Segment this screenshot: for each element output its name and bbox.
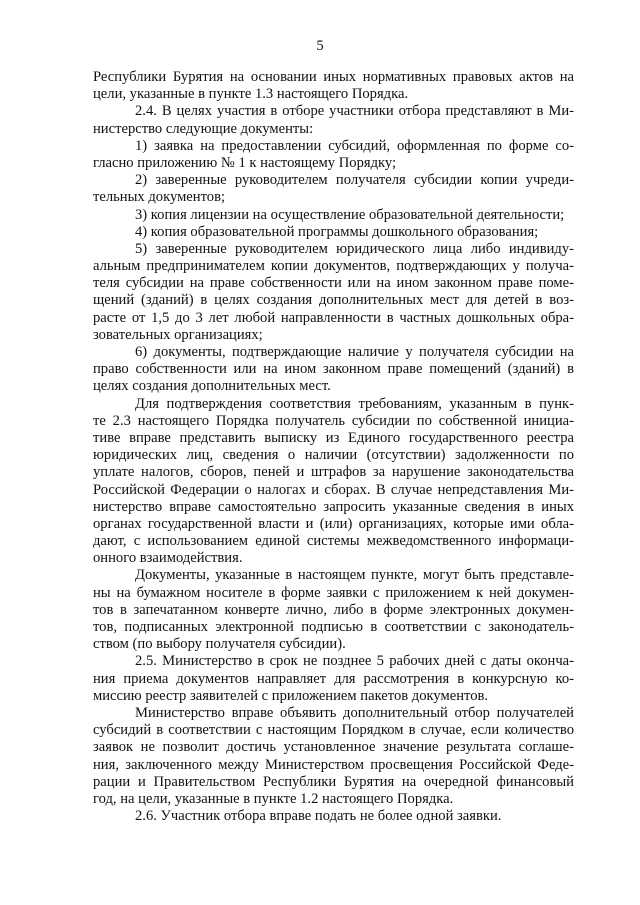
text-line: 3) копия лицензии на осуществление образовательной деятельности; — [135, 206, 565, 223]
paragraph — [93, 207, 574, 224]
text-line: те 2.3 настоящего Порядка получатель субсидии по собственной инициа- — [93, 412, 574, 429]
text-line: цели, указанные в пункте 1.3 настоящего Порядка. — [93, 86, 409, 103]
text-line: право собственности или на ином законном праве помещений (зданий) в — [93, 361, 574, 378]
text-line: год, на цели, указанные в пункте 1.2 настоящего Порядка. — [93, 790, 454, 807]
text-line: теля субсидии на праве собственности или на ином законном праве поме- — [93, 275, 574, 292]
paragraph — [93, 653, 574, 705]
paragraph — [93, 224, 574, 241]
text-line: ством (по выбору получателя субсидии). — [93, 636, 346, 653]
text-line: тельных документов; — [93, 189, 226, 206]
text-line: уплате налогов, сборов, пеней и штрафов за нарушение законодательства — [93, 464, 574, 481]
text-line: субсидий в соответствии с настоящим Порядком в случае, если количество — [93, 722, 574, 739]
text-line: юридических лиц, сведения о наличии (отсутствии) задолженности по — [93, 447, 574, 464]
text-line: Российской Федерации о налогах и сборах. В случае непредставления Ми- — [93, 481, 574, 498]
text-line: ны на бумажном носителе в форме заявки с приложением к ней докумен- — [93, 584, 574, 601]
text-line: 2.6. Участник отбора вправе подать не более одной заявки. — [135, 808, 502, 825]
text-line: 6) документы, подтверждающие наличие у получателя субсидии на — [135, 344, 574, 360]
text-line: Республики Бурятия на основании иных нормативных правовых актов на — [93, 69, 574, 85]
text-line: тов в запечатанном конверте лично, либо в форме электронных докумен- — [93, 601, 574, 618]
text-line: 4) копия образовательной программы дошкольного образования; — [135, 223, 539, 240]
text-line: нистерство следующие документы: — [93, 120, 314, 137]
text-line: Министерство вправе объявить дополнительный отбор получателей — [135, 704, 574, 721]
paragraph — [93, 396, 574, 568]
text-line: 2.4. В целях участия в отборе участники отбора представляют в Ми- — [135, 103, 574, 120]
paragraph — [93, 172, 574, 206]
paragraph — [93, 103, 574, 137]
text-line: целях создания дополнительных мест. — [93, 378, 331, 395]
text-line: гласно приложению № 1 к настоящему Порядку; — [93, 154, 397, 171]
text-line: зовательных организациях; — [93, 326, 263, 343]
text-line: заявок не позволит достичь установленное значение результата соглаше- — [93, 739, 574, 756]
text-line: 1) заявка на предоставлении субсидий, оформленная по форме со- — [135, 137, 574, 154]
text-line: 5) заверенные руководителем юридического лица либо индивиду- — [135, 240, 574, 257]
paragraph — [93, 808, 574, 825]
text-line: миссию реестр заявителей с приложением пакетов документов. — [93, 687, 489, 704]
paragraph — [93, 344, 574, 396]
text-line: щений (зданий) в целях создания дополнительных мест для детей в воз- — [93, 292, 574, 309]
text-line: ния приема документов направляет для рассмотрения в конкурсную ко- — [93, 670, 574, 687]
text-line: Документы, указанные в настоящем пункте, могут быть представле- — [135, 567, 574, 584]
text-line: тов, подписанных электронной подписью в соответствии с законодатель- — [93, 619, 574, 635]
document-body — [93, 69, 574, 825]
text-line: онного взаимодействия. — [93, 550, 243, 567]
text-line: расте от 1,5 до 3 лет любой направленности в частных дошкольных обра- — [93, 309, 574, 326]
text-line: нистерство вправе самостоятельно запросить указанные сведения в иных — [93, 498, 574, 515]
paragraph — [93, 69, 574, 103]
paragraph — [93, 241, 574, 344]
text-line: дают, с использованием единой системы межведомственного информаци- — [93, 533, 574, 550]
text-line: ния, заключенного между Министерством просвещения Российской Феде- — [93, 756, 574, 773]
paragraph — [93, 567, 574, 653]
paragraph — [93, 138, 574, 172]
text-line: тиве вправе представить выписку из Единого государственного реестра — [93, 429, 574, 446]
page-number: 5 — [316, 38, 324, 54]
text-line: рации и Правительством Республики Бурятия на очередной финансовый — [93, 773, 574, 790]
text-line: Для подтверждения соответствия требованиям, указанным в пунк- — [135, 395, 574, 412]
text-line: альным предпринимателем копии документов, подтверждающих у получа- — [93, 258, 574, 275]
text-line: органах государственной власти и (или) организациях, которые ими обла- — [93, 515, 574, 532]
paragraph — [93, 705, 574, 808]
text-line: 2) заверенные руководителем получателя субсидии копии учреди- — [135, 172, 574, 189]
text-line: 2.5. Министерство в срок не позднее 5 рабочих дней с даты оконча- — [135, 653, 574, 670]
